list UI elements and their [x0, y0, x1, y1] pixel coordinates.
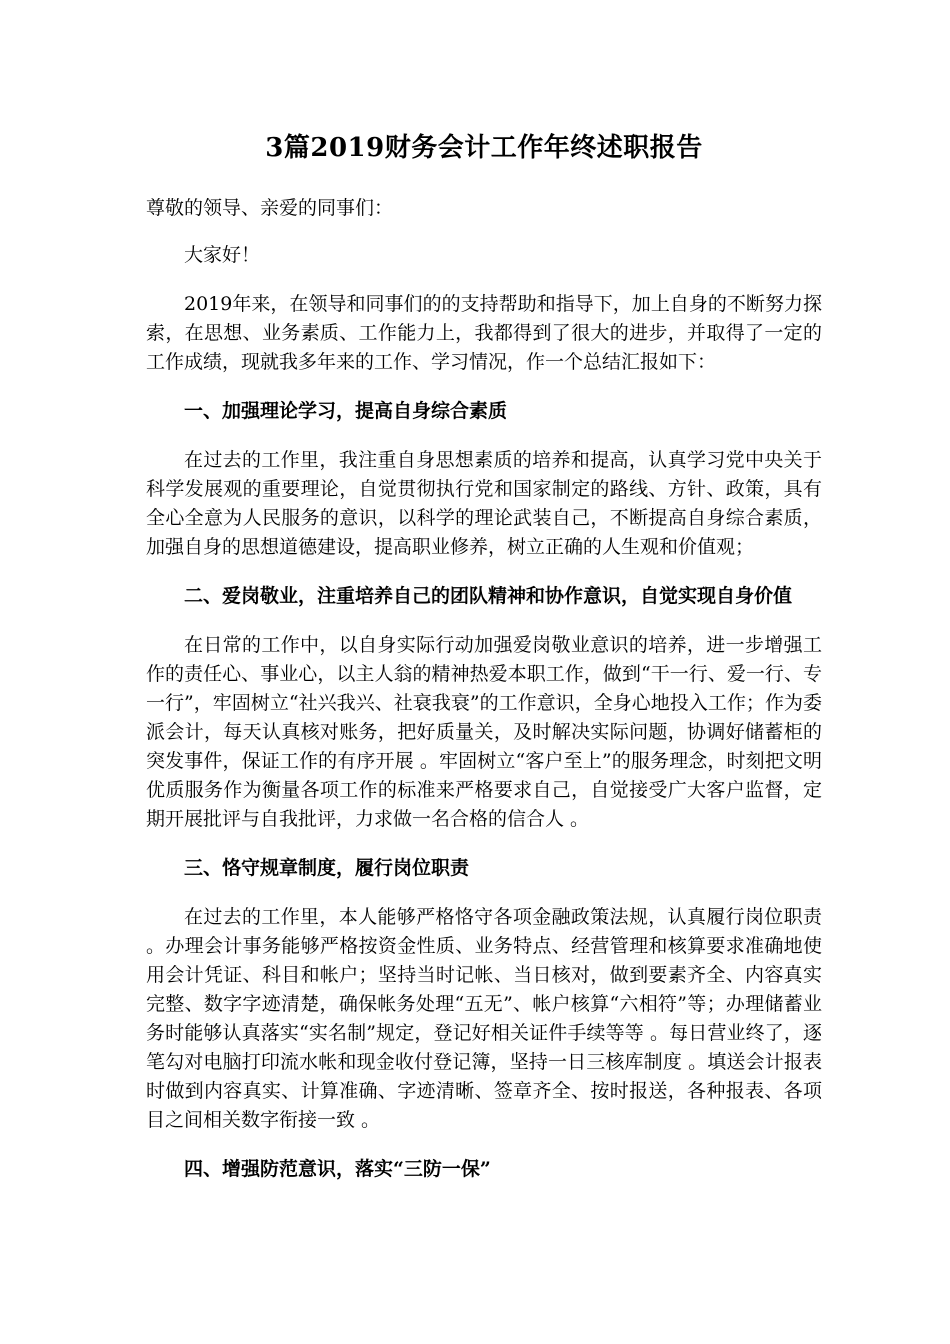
section-body-2: 在日常的工作中，以自身实际行动加强爱岗敬业意识的培养，进一步增强工作的责任心、事业心，以主人翁的精神热爱本职工作，做到“干一行、爱一行、专一行”，牢固树立“社兴我兴、社衰我衰”的工作意识，全身心地投入工作；作为委派会计，每天认真核对账务，把好质量关，及时解决实际问题，协调好储蓄柜的突发事件，保证工作的有序开展 。牢固树立“客户至上”的服务理念，时刻把文明优质服务作为衡量各项工作的标准来严格要求自己，自觉接受广大客户监督，定期开展批评与自我批评，力求做一名合格的信合人 。: [146, 634, 822, 830]
section-body-3: 在过去的工作里，本人能够严格恪守各项金融政策法规，认真履行岗位职责 。办理会计事务能够严格按资金性质、业务特点、经营管理和核算要求准确地使用会计凭证、科目和帐户；坚持当时记帐、当日核对，做到要素齐全、内容真实完整、数字字迹清楚，确保帐务处理“五无”、帐户核算“六相符”等；办理储蓄业务时能够认真落实“实名制”规定，登记好相关证件手续等等 。每日营业终了，逐笔勾对电脑打印流水帐和现金收付登记簿，坚持一日三核库制度 。填送会计报表时做到内容真实、计算准确、字迹清晰、签章齐全、按时报送，各种报表、各项目之间相关数字衔接一致 。: [146, 906, 822, 1131]
intro-paragraph: 2019年来，在领导和同事们的的支持帮助和指导下，加上自身的不断努力探索，在思想、业务素质、工作能力上，我都得到了很大的进步，并取得了一定的工作成绩，现就我多年来的工作、学习情况，作一个总结汇报如下：: [146, 293, 822, 373]
section-heading-1: 一、加强理论学习，提高自身综合素质: [184, 400, 508, 422]
section-heading-3: 三、恪守规章制度，履行岗位职责: [184, 857, 470, 879]
document-title: 3篇2019财务会计工作年终述职报告: [265, 133, 703, 163]
section-heading-4: 四、增强防范意识，落实“三防一保”: [184, 1158, 491, 1180]
greeting: 大家好！: [184, 244, 261, 266]
salutation: 尊敬的领导、亲爱的同事们：: [146, 197, 394, 219]
section-body-1: 在过去的工作里，我注重自身思想素质的培养和提高，认真学习党中央关于科学发展观的重要理论，自觉贯彻执行党和国家制定的路线、方针、政策，具有全心全意为人民服务的意识，以科学的理论武装自己，不断提高自身综合素质，加强自身的思想道德建设，提高职业修养，树立正确的人生观和价值观；: [146, 449, 822, 558]
section-heading-2: 二、爱岗敬业，注重培养自己的团队精神和协作意识，自觉实现自身价值: [184, 585, 793, 607]
document-page: [146, 128, 822, 1204]
